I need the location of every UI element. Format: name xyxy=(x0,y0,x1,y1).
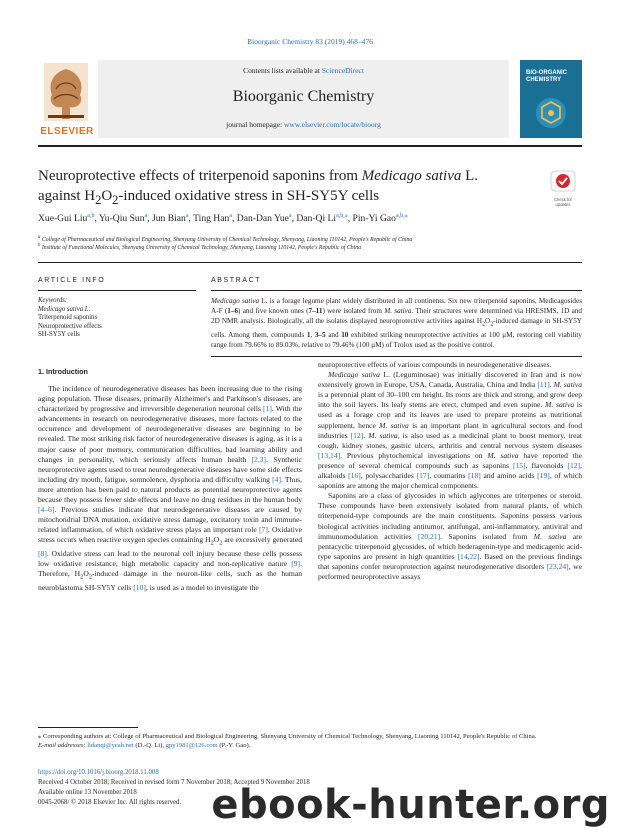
abstract-heading: ABSTRACT xyxy=(211,277,262,284)
reference-link[interactable]: [1] xyxy=(263,404,272,414)
cover-molecule-icon xyxy=(534,96,568,130)
reference-link[interactable]: [9] xyxy=(291,559,301,569)
author-affiliation-marker[interactable]: a xyxy=(185,213,189,219)
title-subscript: 2 xyxy=(95,193,102,207)
title-subscript: 2 xyxy=(112,193,119,207)
reference-link[interactable]: [19] xyxy=(537,471,550,481)
affiliation-a xyxy=(38,235,582,243)
homepage-line xyxy=(98,120,509,129)
keyword: Triterpenoid saponins xyxy=(38,314,98,322)
cover-title: BIO-ORGANIC CHEMISTRY xyxy=(526,70,567,83)
email-owner: (P.-Y. Gao). xyxy=(217,741,251,749)
contents-prefix: Contents lists available at xyxy=(243,66,322,75)
section-heading-introduction: 1. Introduction xyxy=(38,367,88,376)
article-info-heading: ARTICLE INFO xyxy=(38,277,106,284)
affiliation-text: College of Pharmaceutical and Biological Engineering, Shenyang University of Chemical Technology, Shenyang, Liaoning 110142, People's Republic of China xyxy=(41,236,413,243)
reference-link[interactable]: [4] xyxy=(272,474,281,484)
reference-link[interactable]: [11] xyxy=(537,380,550,390)
author-affiliation-marker[interactable]: a,b,⁎ xyxy=(336,213,348,219)
author-name[interactable]: Dan-Dan Yue xyxy=(236,213,289,225)
homepage-prefix: journal homepage: xyxy=(226,120,285,129)
reference-link[interactable]: [8] xyxy=(38,549,47,559)
reference-link[interactable]: [10] xyxy=(133,582,146,592)
affiliation-marker: b xyxy=(38,243,41,248)
author-affiliation-marker[interactable]: a xyxy=(288,213,292,219)
homepage-link[interactable]: www.elsevier.com/locate/bioorg xyxy=(284,120,381,129)
body-paragraph: Saponins are a class of glycosides in which aglycones are triterpenes or steroid. These compounds have been extensively isolated from natural plants, of which triterpenoid-type compounds are the main constituents. Saponins possess various biological activities including antitumor, antifungal, anti-inflammatory, antiviral and immunomodulation activities [20,21]. Saponins isolated from M. sativa are pentacyclic triterpenoid glycosides, of which hederagenin-type and medicagenic acid-type saponins are present in high quantities [14,22]. Based on the previous findings that saponins confer neuroprotection against neurodegenerative disorders [23,24], we performed neuroprotective assays xyxy=(318,491,583,581)
reference-link[interactable]: [2,3] xyxy=(251,454,267,464)
footnote-text: ⁎ Corresponding authors at: College of Pharmaceutical and Biological Engineering, Shenyang University of Chemical Technology, Shenyang, Liaoning 110142, People's Republic of China. xyxy=(38,733,537,740)
sciencedirect-link[interactable]: ScienceDirect xyxy=(321,66,364,75)
abstract-text: Medicago sativa L. is a forage legume plant widely distributed in all continents. Six new triterpenoid saponins, Medicagosides A-F (1–6) and five known ones (7–11) were isolated from M. sativa. Their structures were determined via HRESIMS, 1D and 2D NMR analysis. Biologically, all the isolates displayed neuroprotective activities against $H_2O_2$-induced damage in SH-SY5Y cells. Among them, compounds 1, 3–5 and 10 exhibited striking neuroprotective activities at 100 μM, restoring cell viability range from 79.66% to 89.03%, relative to 79.46% (100 μM) of Trolox used as the positive control. xyxy=(211,297,582,349)
reference-link[interactable]: [7] xyxy=(259,525,268,535)
affiliation-b xyxy=(38,243,582,251)
affiliation-text: Institute of Functional Molecules, Shenyang University of Chemical Technology, Shenyang, Liaoning 110142, People's Republic of China xyxy=(41,244,362,251)
keyword: SH-SY5Y cells xyxy=(38,331,80,339)
body-paragraph: neuroprotective effects of various compounds in neurodegenerative diseases. xyxy=(318,360,552,369)
email-link[interactable]: lidanqi@yeah.net xyxy=(87,741,134,749)
journal-citation[interactable]: Bioorganic Chemistry 83 (2019) 468–476 xyxy=(247,37,373,46)
email-owner: (D.-Q. Li), xyxy=(133,741,166,749)
reference-link[interactable]: [14,22] xyxy=(457,551,480,561)
reference-link[interactable]: [16] xyxy=(348,471,361,481)
title-species: Medicago sativa xyxy=(361,168,462,184)
article-title xyxy=(38,166,488,210)
watermark-text: ebook-hunter.org xyxy=(211,782,610,828)
reference-link[interactable]: [20,21] xyxy=(418,531,441,541)
reference-link[interactable]: [17] xyxy=(416,471,430,481)
header-rule xyxy=(38,145,582,147)
author-name[interactable]: Yu-Qiu Sun xyxy=(98,213,145,225)
author-name[interactable]: Dan-Qi Li xyxy=(296,213,337,225)
body-column-left xyxy=(38,384,302,593)
reference-link[interactable]: [12] xyxy=(567,460,581,470)
reference-link[interactable]: [18] xyxy=(468,471,481,481)
body-column-right xyxy=(318,360,582,582)
author-name[interactable]: Ting Han xyxy=(193,213,230,225)
keyword: Medicago sativa L. xyxy=(38,305,91,313)
email-link[interactable]: gpy1981@126.com xyxy=(165,741,218,749)
title-text: against H xyxy=(38,188,96,204)
title-text: -induced oxidative stress in SH-SY5Y cells xyxy=(118,188,380,204)
section-rule xyxy=(38,262,582,263)
author-name[interactable]: Pin-Yi Gao xyxy=(352,213,396,225)
reference-link[interactable]: [13,14] xyxy=(318,450,341,460)
footnote-rule xyxy=(38,727,138,728)
author-affiliation-marker[interactable]: a xyxy=(144,213,148,219)
check-for-updates-button[interactable] xyxy=(548,170,578,207)
keywords-label: Keywords: xyxy=(38,297,68,304)
journal-cover-thumbnail[interactable] xyxy=(520,60,582,138)
author-name[interactable]: Xue-Gui Liu xyxy=(38,213,88,225)
abstract-rule xyxy=(211,290,582,291)
title-text: Neuroprotective effects of triterpenoid saponins from xyxy=(38,168,362,184)
title-text: L. xyxy=(461,168,479,184)
author-affiliation-marker[interactable]: a,b,⁎ xyxy=(395,213,408,219)
check-updates-icon xyxy=(548,170,578,192)
author-list: Xue-Gui Liu$^{a,b}$, Yu-Qiu Sun$^a$, Jun Bian$^a$, Ting Han$^a$, Dan-Dan Yue$^a$, Dan-Qi $Li^{a,b,⁎}$, Pin-Yi Gao$^{a,b,⁎}$ xyxy=(38,213,408,225)
keyword: Neuroprotective effects xyxy=(38,322,102,330)
article-info-rule xyxy=(38,290,196,291)
doi-link[interactable]: https://doi.org/10.1016/j.bioorg.2018.11.008 xyxy=(38,769,159,776)
title-text: O xyxy=(101,188,113,204)
abstract-end-rule xyxy=(211,356,582,357)
body-paragraph: Medicago sativa L. (Leguminosae) was initially discovered in Iran and is now extensively grown in Europe, USA, Canada, Australia, China and India [11]. M. sativa is a perennial plant of 30–100 cm height. Its roots are thick and strong, and grow deep into the soil layers. Its leafy stems are erect, clumped and even supine. M. sativa is used as a forage crop and its leaves are used to prepare proteins as nutritional supplement, hence M. sativa is an important plant in agricultural sectors and food industries [12]. M. sativa, is also used as a medicinal plant to boost memory, treat cough, kidney stones, gastric ulcers, arthritis and central nervous system diseases [13,14]. Previous phytochemical investigations on M. sativa have reported the presence of several chemical compounds such as saponins [15], flavonoids [12], alkaloids [16], polysaccharides [17], coumarins [18] and amino acids [19], of which saponins are among the major chemical components. xyxy=(318,370,583,491)
received-dates: Received 4 October 2018; Received in revised form 7 November 2018; Accepted 9 November 2018 xyxy=(38,779,310,786)
reference-link[interactable]: [4–6] xyxy=(38,505,55,515)
contents-line xyxy=(98,66,509,75)
body-paragraph: The incidence of neurodegenerative diseases has been increasing due to the rising aging population. These diseases, primarily Alzheimer's and Parkinson's diseases, are characterized by progressive and irreversible degeneration neuronal cells [1]. With the advancements in research on neurodegenerative diseases, more factors related to the occurrence and development of neurodegenerative diseases are beginning to be revealed. The most striking risk factor of neurodegenerative diseases is aging, as it is a major cause of poor memory, communication difficulties, bad learning ability and changes in personality, which seriously affects human health [2,3]. Synthetic neuroprotective agents used to treat neurodegenerative diseases have some side effects including dry mouth, fatigue, somnolence, dysphoria and difficulty walking [4]. Thus, more attention has been paid to natural products as potential neuroprotective agents because they possess fewer side effects and leave no drug residues in the human body [4–6]. Previous studies indicate that neurodegenerative diseases are caused by mitochondrial DNA mutation, oxidative stress damage, excitatory toxin and immune-related inflammation, of which oxidative stress plays an important role [7]. Oxidative stress occurs when reactive oxygen species containing $H_2O_2$ are excessively generated [8]. Oxidative stress can lead to the neuronal cell injury because these cells possess low oxidative resistance, high metabolic capacity and non-replicative nature [9]. Therefore, $H_2O_2$-induced damage in the neuron-like cells, such as the human neuroblastoma SH-SY5Y cells [10], is used as a model to investigate the xyxy=(38,384,303,592)
author-affiliation-marker[interactable]: a xyxy=(229,213,232,219)
reference-link[interactable]: [15] xyxy=(512,460,526,470)
author-name[interactable]: Jun Bian xyxy=(151,213,186,225)
journal-name: Bioorganic Chemistry xyxy=(232,88,375,105)
author-affiliation-marker[interactable]: a,b xyxy=(87,213,95,219)
affiliation-marker: a xyxy=(38,235,41,240)
elsevier-wordmark: ELSEVIER xyxy=(40,126,94,137)
keywords-block xyxy=(38,297,196,340)
copyright-line: 0045-2068/ © 2018 Elsevier Inc. All rights reserved. xyxy=(38,799,182,806)
available-online-date: Available online 13 November 2018 xyxy=(38,789,137,796)
corresponding-author-footnote xyxy=(38,733,582,751)
check-updates-label: Check for updates xyxy=(554,197,572,207)
email-label: E-mail addresses: xyxy=(38,741,88,749)
reference-link[interactable]: [23,24] xyxy=(546,561,569,571)
reference-link[interactable]: [12] xyxy=(350,430,364,440)
